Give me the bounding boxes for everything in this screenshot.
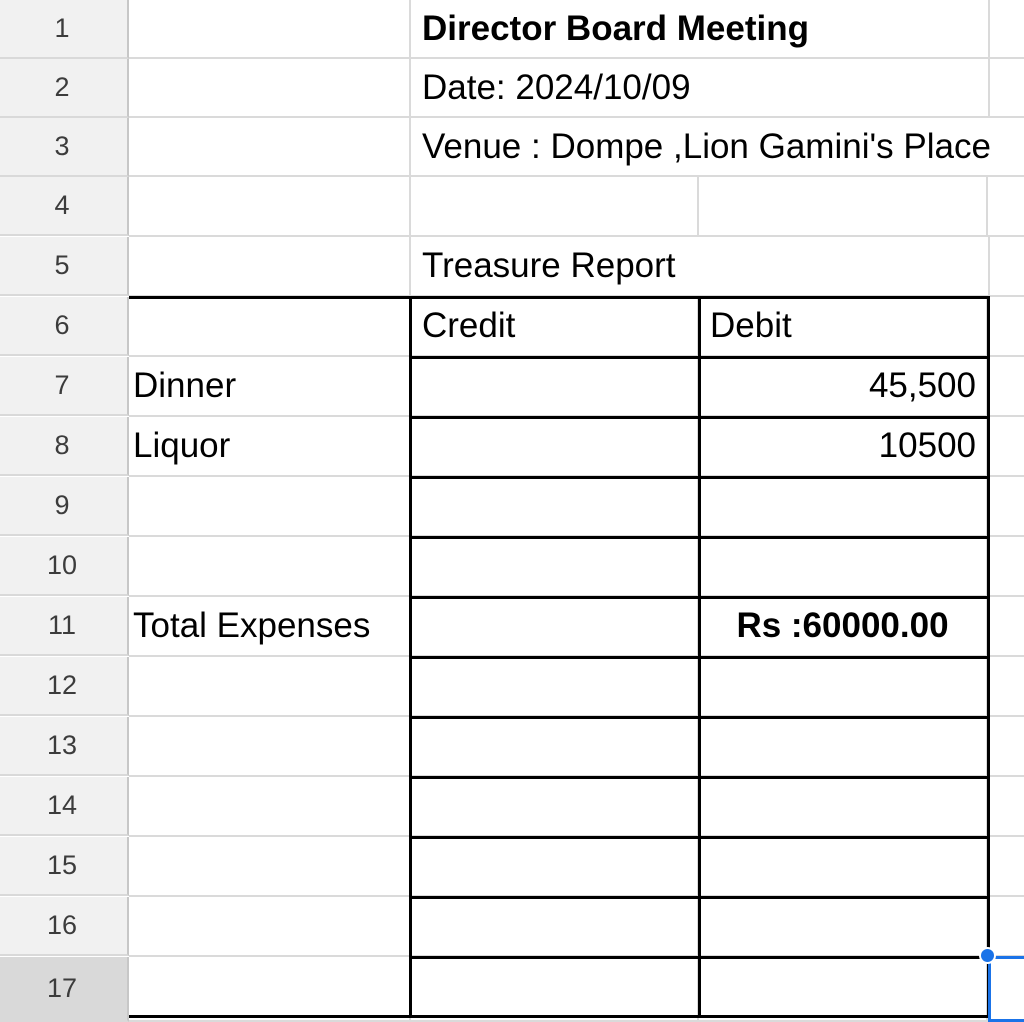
row-header-9[interactable]: 9 [0,477,129,536]
cell-c13[interactable] [699,717,988,777]
cell-b2-date[interactable]: Date: 2024/10/09 [411,59,988,118]
cell-d4[interactable] [988,177,1024,237]
table-border-bottom [129,1015,990,1018]
row-header-2[interactable]: 2 [0,59,129,118]
cell-b16[interactable] [411,897,699,957]
cell-a17[interactable] [129,957,411,1022]
cell-d11[interactable] [988,597,1024,657]
cell-d1[interactable] [988,0,1024,59]
cell-a5[interactable] [129,237,411,297]
row-header-7[interactable]: 7 [0,357,129,416]
cell-c17[interactable] [699,957,988,1022]
cell-d8[interactable] [988,417,1024,477]
cell-a10[interactable] [129,537,411,597]
row-header-8[interactable]: 8 [0,417,129,476]
cell-a8-item-label[interactable]: Liquor [129,417,411,477]
cell-d5[interactable] [988,237,1024,297]
cell-d10[interactable] [988,537,1024,597]
cell-d14[interactable] [988,777,1024,837]
table-border-right [987,296,990,1018]
cell-b11[interactable] [411,597,699,657]
cell-c7-item-debit[interactable]: 45,500 [699,357,988,417]
cell-a7-item-label[interactable]: Dinner [129,357,411,417]
cell-a6[interactable] [129,297,411,357]
cell-a12[interactable] [129,657,411,717]
cell-c9[interactable] [699,477,988,537]
cell-c14[interactable] [699,777,988,837]
row-header-17[interactable]: 17 [0,957,129,1022]
cell-b3-venue[interactable]: Venue : Dompe ,Lion Gamini's Place [411,118,1024,177]
cell-a3[interactable] [129,118,411,177]
cell-c10[interactable] [699,537,988,597]
cell-a4[interactable] [129,177,411,237]
cell-a1[interactable] [129,0,411,59]
cell-d13[interactable] [988,717,1024,777]
cell-a13[interactable] [129,717,411,777]
row-header-6[interactable]: 6 [0,297,129,356]
row-header-12[interactable]: 12 [0,657,129,716]
cell-b4[interactable] [411,177,699,237]
table-border-top [129,296,990,299]
cell-c8-item-debit[interactable]: 10500 [699,417,988,477]
cell-d16[interactable] [988,897,1024,957]
row-header-16[interactable]: 16 [0,897,129,956]
cell-d7[interactable] [988,357,1024,417]
cell-a2[interactable] [129,59,411,118]
selection-handle-top[interactable] [979,947,996,964]
cell-a9[interactable] [129,477,411,537]
row-header-1[interactable]: 1 [0,0,129,59]
row-header-3[interactable]: 3 [0,118,129,177]
row-header-13[interactable]: 13 [0,717,129,776]
cell-d6[interactable] [988,297,1024,357]
cell-d9[interactable] [988,477,1024,537]
table-border-col-c [698,296,701,1018]
cell-selection-box[interactable] [988,956,1024,1022]
row-header-5[interactable]: 5 [0,237,129,296]
table-border-col-b [409,296,412,1018]
cell-c12[interactable] [699,657,988,717]
cell-b15[interactable] [411,837,699,897]
row-header-14[interactable]: 14 [0,777,129,836]
cell-b10[interactable] [411,537,699,597]
cell-d15[interactable] [988,837,1024,897]
cell-a16[interactable] [129,897,411,957]
row-header-10[interactable]: 10 [0,537,129,596]
cell-b5-report-title[interactable]: Treasure Report [411,237,988,297]
row-header-11[interactable]: 11 [0,597,129,656]
cell-b9[interactable] [411,477,699,537]
cell-b13[interactable] [411,717,699,777]
cell-b12[interactable] [411,657,699,717]
row-header-4[interactable]: 4 [0,177,129,236]
cell-b7-item-credit[interactable] [411,357,699,417]
cell-b17[interactable] [411,957,699,1022]
cell-c4[interactable] [699,177,988,237]
row-header-15[interactable]: 15 [0,837,129,896]
cell-b1-title[interactable]: Director Board Meeting [411,0,988,59]
cell-d2[interactable] [988,59,1024,118]
cell-b8-item-credit[interactable] [411,417,699,477]
cell-c6-debit-header[interactable]: Debit [699,297,988,357]
cell-a15[interactable] [129,837,411,897]
cell-b6-credit-header[interactable]: Credit [411,297,699,357]
cell-d12[interactable] [988,657,1024,717]
cell-a11-total-label[interactable]: Total Expenses [129,597,411,657]
cell-c15[interactable] [699,837,988,897]
cell-c11-total-debit[interactable]: Rs :60000.00 [699,597,988,657]
cell-c16[interactable] [699,897,988,957]
cell-a14[interactable] [129,777,411,837]
cell-b14[interactable] [411,777,699,837]
